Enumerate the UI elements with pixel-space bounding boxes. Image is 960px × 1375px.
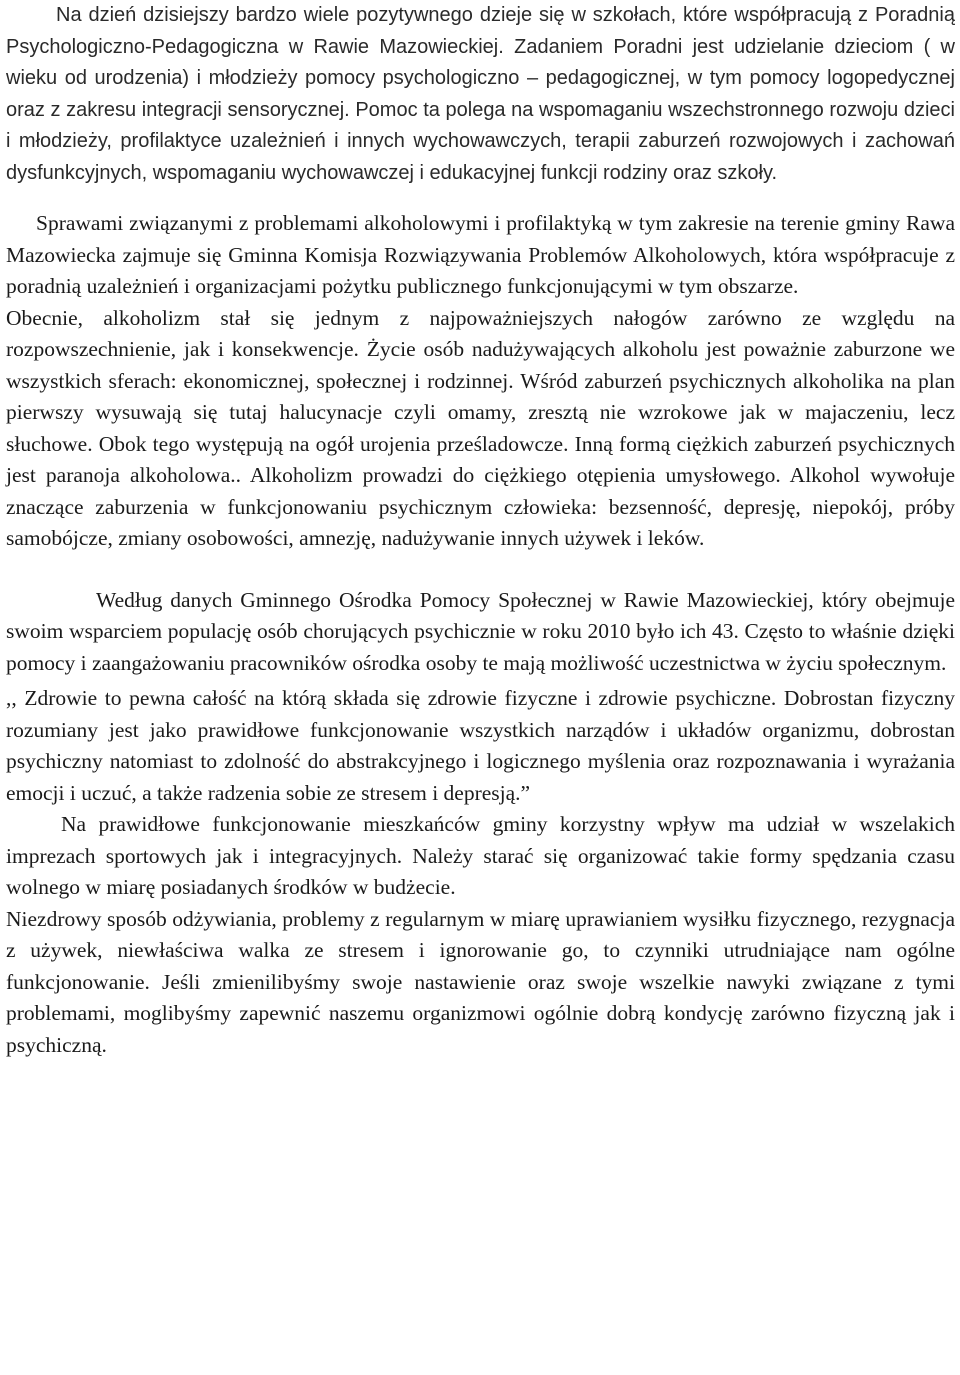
paragraph-gops: Według danych Gminnego Ośrodka Pomocy Społecznej w Rawie Mazowieckiej, który obejmuje swoim wsparciem populację osób chorujących psychicznie w roku 2010 było ich 43. Często to właśnie dzięki pomocy i zaangażowaniu pracowników ośrodka osoby te mają możliwość uczestnictwa w życiu społecznym. [6,587,955,675]
paragraph-poradnia: Na dzień dzisiejszy bardzo wiele pozytywnego dzieje się w szkołach, które współpracują z Poradnią Psychologiczno-Pedagogiczna w Rawie Mazowieckiej. Zadaniem Poradni jest udzielanie dzieciom ( w wieku od urodzenia) i młodzieży pomocy psychologiczno – pedagogicznej, w tym pomocy logopedycznej oraz z zakresu integracji sensorycznej. Pomoc ta polega na wspomaganiu wszechstronnego rozwoju dzieci i młodzieży, profilaktyce uzależnień i innych wychowawczych, terapii zaburzeń rozwojowych i zachowań dysfunkcyjnych, wspomaganiu wychowawczej i edukacyjnej funkcji rodziny oraz szkoły. [6,4,955,184]
document-page [6,0,955,1061]
paragraph-zdrowie-quote: ,, Zdrowie to pewna całość na którą składa się zdrowie fizyczne i zdrowie psychiczne. Dobrostan fizyczny rozumiany jest jako prawidłowe funkcjonowanie wszystkich narządów i układów organizmu, dobrostan psychiczny natomiast to zdolność do abstrakcyjnego i logicznego myślenia oraz rozpoznawania i wyrażania emocji i uczuć, a także radzenia sobie ze stresem i depresją.” [6,686,955,805]
paragraph-imprezy: Na prawidłowe funkcjonowanie mieszkańców gminy korzystny wpływ ma udział w wszelakich imprezach sportowych jak i integracyjnych. Należy starać się organizować takie formy spędzania czasu wolnego w miarę posiadanych środków w budżecie. [6,812,955,899]
paragraph-odzywianie: Niezdrowy sposób odżywiania, problemy z regularnym w miarę uprawianiem wysiłku fizycznego, rezygnacja z używek, niewłaściwa walka ze stresem i ignorowanie go, to czynniki utrudniające nam ogólne funkcjonowanie. Jeśli zmienilibyśmy swoje nastawienie oraz swoje wszelkie nawyki związane z tymi problemami, moglibyśmy zapewnić naszemu organizmowi ogólnie dobrą kondycję zarówno fizyczną jak i psychiczną. [6,906,955,1057]
paragraph-alkoholizm: Obecnie, alkoholizm stał się jednym z najpoważniejszych nałogów zarówno ze względu na rozpowszechnienie, jak i konsekwencje. Życie osób nadużywających alkoholu jest poważnie zaburzone we wszystkich sferach: ekonomicznej, społecznej i rodzinnej. Wśród zaburzeń psychicznych alkoholika na plan pierwszy wysuwają się tutaj halucynacje czyli omamy, zresztą nie wzrokowe jak w majaczeniu, lecz słuchowe. Obok tego występują na ogół urojenia prześladowcze. Inną formą ciężkich zaburzeń psychicznych jest paranoja alkoholowa.. Alkoholizm prowadzi do ciężkiego otępienia umysłowego. Alkohol wywołuje znaczące zaburzenia w funkcjonowaniu psychicznym człowieka: bezsenność, depresję, niepokój, próby samobójcze, zmiany osobowości, amnezję, nadużywanie innych używek i leków. [6,305,955,550]
paragraph-komisja: Sprawami związanymi z problemami alkoholowymi i profilaktyką w tym zakresie na terenie gminy Rawa Mazowiecka zajmuje się Gminna Komisja Rozwiązywania Problemów Alkoholowych, która współpracuje z poradnią uzależnień i organizacjami pożytku publicznego funkcjonującymi w tym obszarze. [6,211,955,298]
